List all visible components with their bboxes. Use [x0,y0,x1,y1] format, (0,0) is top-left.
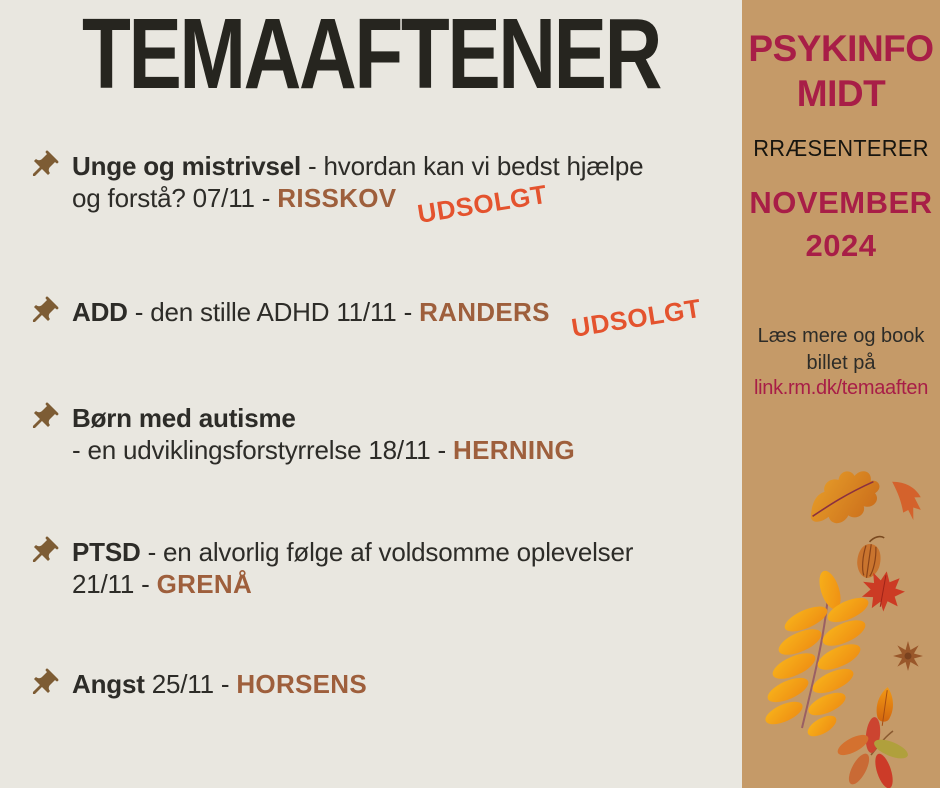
pushpin-icon [26,667,60,701]
cta-line2: billet på [806,352,876,374]
event-boern-med-autisme [26,402,575,466]
pushpin-icon [26,295,60,329]
autumn-leaves-decoration [742,438,940,788]
soldout-badge: UDSOLGT [415,178,550,229]
event-city: HERNING [453,435,576,465]
presents-label: RRÆSENTERER [753,135,929,161]
org-name [742,26,940,116]
poster-title: TEMAAFTENER [81,0,661,110]
event-title: Unge og mistrivsel [72,151,302,181]
event-add [26,292,703,343]
event-line [72,536,633,568]
physalis-lantern-icon [855,534,884,580]
pushpin-icon [26,149,60,183]
event-unge-og-mistrivsel [26,150,644,229]
oak-leaf-icon [799,460,888,537]
cta-line1: Læs mere og book [757,325,925,347]
event-text: 25/11 - [144,669,237,699]
virginia-creeper-leaf-icon [835,716,911,788]
event-title: ADD [72,297,128,327]
event-line [72,434,575,466]
sidebar [742,0,940,788]
event-text: - den stille ADHD 11/11 - [127,297,420,327]
event-line [72,178,643,229]
event-text: 21/11 - [72,569,157,599]
pushpin-icon [26,535,60,569]
event-line [72,402,575,434]
rowan-leaf-icon [762,568,871,740]
event-line [72,668,367,700]
org-name-line2: MIDT [796,73,886,114]
event-line [72,568,633,600]
maple-fragment-leaf-icon [883,480,927,522]
event-title: Børn med autisme [72,403,296,433]
event-city: GRENÅ [156,569,253,599]
event-ptsd [26,536,633,600]
star-anise-icon [893,641,923,671]
event-line [72,150,643,182]
event-text: - en udviklingsforstyrrelse 18/11 - [72,435,454,465]
month-line2: 2024 [805,228,877,263]
event-angst [26,668,367,701]
org-name-line1: PSYKINFO [748,28,934,69]
cta-text [742,323,940,377]
month-line1: NOVEMBER [749,185,933,220]
month-label [742,181,940,267]
event-title: PTSD [72,537,141,567]
booking-link[interactable]: link.rm.dk/temaaften [753,377,929,399]
event-text: - hvordan kan vi bedst hjælpe [301,151,644,181]
event-text: - en alvorlig følge af voldsomme oplevelser [140,537,634,567]
soldout-badge: UDSOLGT [569,292,703,343]
pushpin-icon [26,401,60,435]
event-city: RANDERS [419,297,550,327]
event-city: RISSKOV [277,183,397,213]
event-city: HORSENS [236,669,368,699]
event-title: Angst [72,669,145,699]
event-text: og forstå? 07/11 - [72,183,278,213]
event-line [72,292,703,343]
